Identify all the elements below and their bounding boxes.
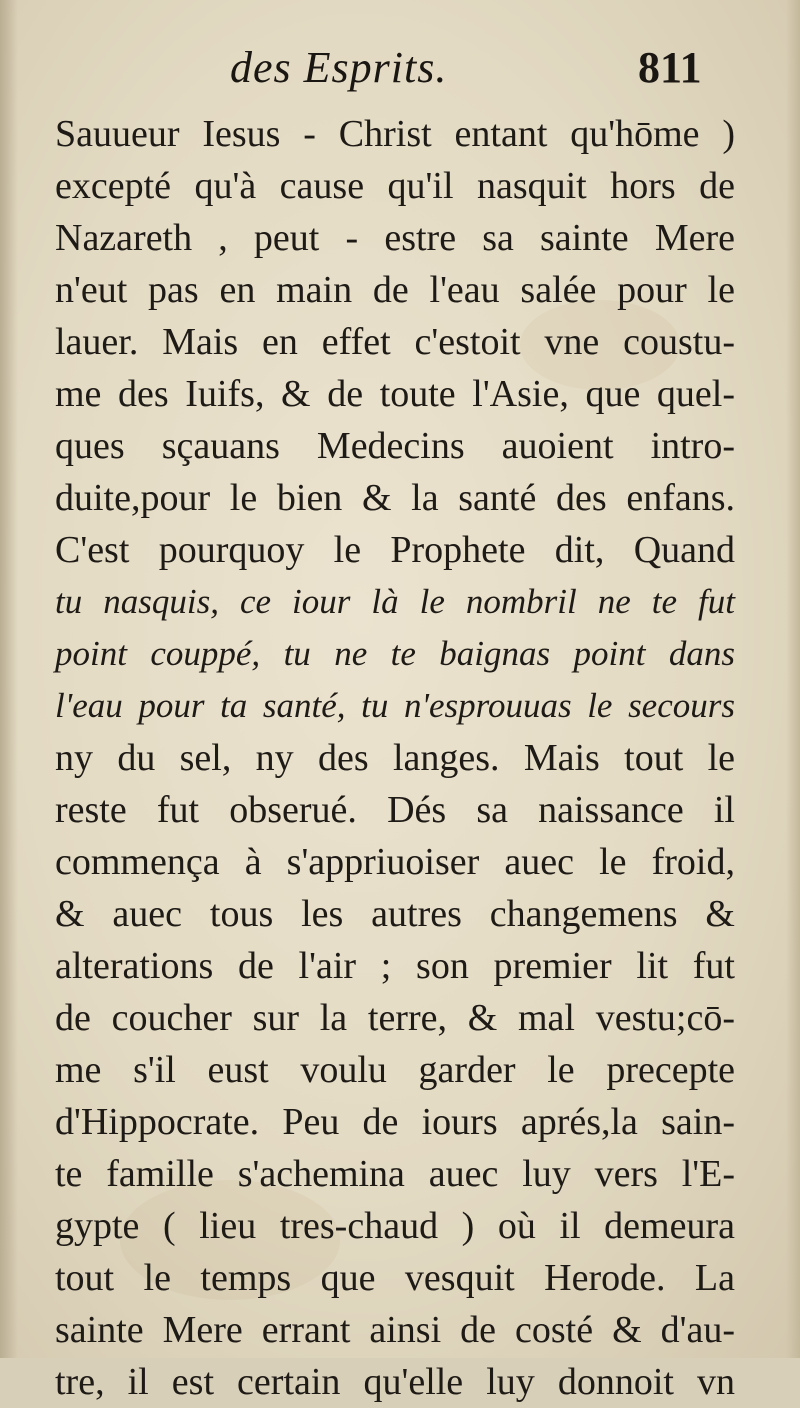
text-line: reste fut obserué. Dés sa naissance il [55,789,735,831]
page-edge-shadow-right [786,0,800,1358]
page-edge-shadow-left [0,0,18,1358]
text-line: tre, il est certain qu'elle luy donnoit vn [55,1361,735,1403]
running-head: des Esprits. [230,43,448,92]
text-line: excepté qu'à cause qu'il nasquit hors de [55,165,735,207]
text-line: tout le temps que vesquit Herode. La [55,1257,735,1299]
text-line: tu nasquis, ce iour là le nombril ne te fut [55,582,735,621]
text-line: d'Hippocrate. Peu de iours aprés,la sain- [55,1101,735,1143]
page-header [0,42,800,102]
text-line: point couppé, tu ne te baignas point dans [55,634,735,673]
text-line: te famille s'achemina auec luy vers l'E- [55,1153,735,1195]
text-line: me s'il eust voulu garder le precepte [55,1049,735,1091]
text-line: ny du sel, ny des langes. Mais tout le [55,737,735,779]
body-text [55,108,735,1408]
text-line: de coucher sur la terre, & mal vestu;cō- [55,997,735,1039]
text-line: l'eau pour ta santé, tu n'esprouuas le secours [55,686,735,725]
text-line: lauer. Mais en effet c'estoit vne coustu- [55,321,735,363]
text-line: commença à s'appriuoiser auec le froid, [55,841,735,883]
text-line: & auec tous les autres changemens & [55,893,735,935]
page-number: 811 [638,43,702,92]
text-line: me des Iuifs, & de toute l'Asie, que quel- [55,373,735,415]
text-line: sainte Mere errant ainsi de costé & d'au- [55,1309,735,1351]
text-line: Sauueur Iesus - Christ entant qu'hōme ) [55,113,735,155]
text-line: C'est pourquoy le Prophete dit, Quand [55,529,735,571]
text-line: ques sçauans Medecins auoient intro- [55,425,735,467]
text-line: duite,pour le bien & la santé des enfans. [55,477,735,519]
text-line: alterations de l'air ; son premier lit fut [55,945,735,987]
text-line: n'eut pas en main de l'eau salée pour le [55,269,735,311]
text-line: Nazareth , peut - estre sa sainte Mere [55,217,735,259]
text-line: gypte ( lieu tres-chaud ) où il demeura [55,1205,735,1247]
